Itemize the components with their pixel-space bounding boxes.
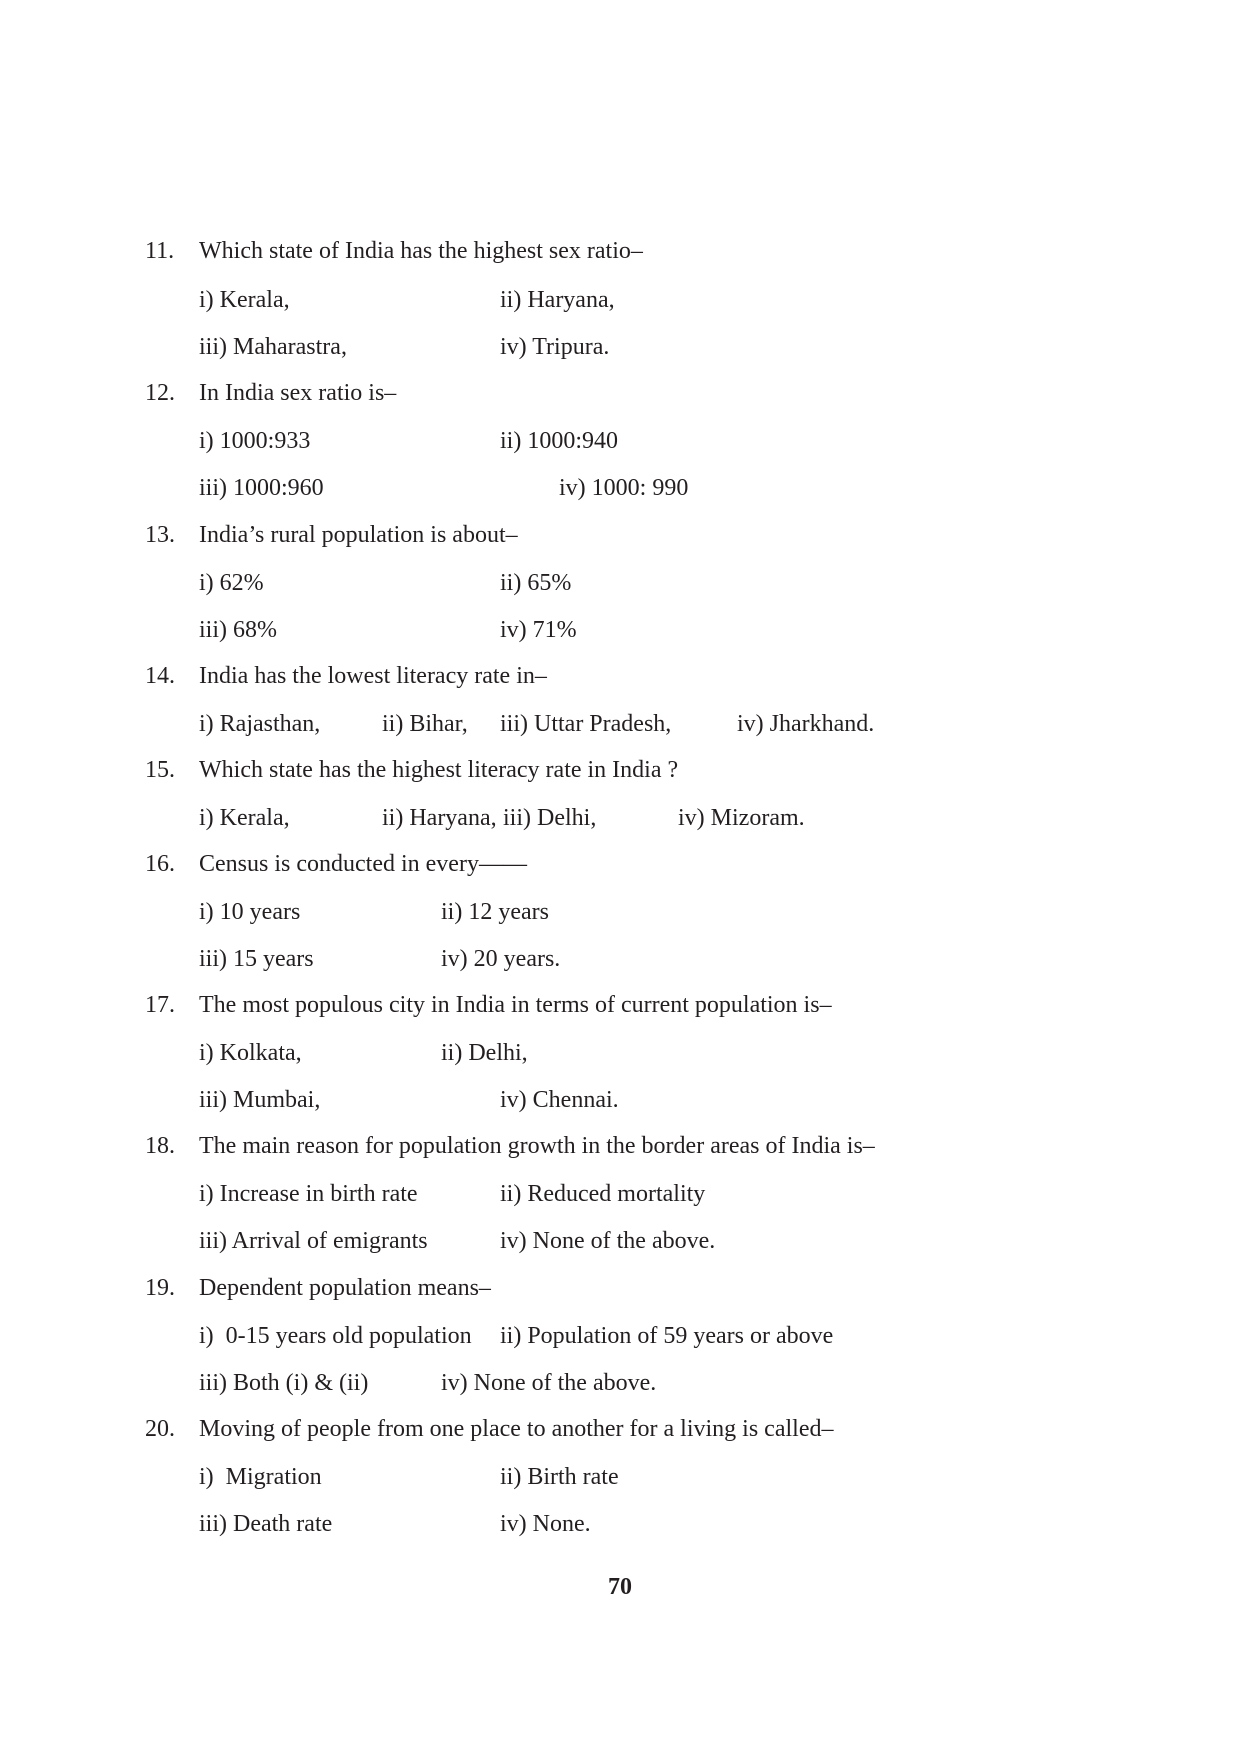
question-number: 11.	[145, 238, 175, 264]
option: i) 62%	[199, 570, 264, 596]
option: iii) Delhi,	[503, 805, 597, 831]
question-text: Dependent population means–	[199, 1275, 491, 1301]
option: i) 1000:933	[199, 428, 311, 454]
option: iii) Uttar Pradesh,	[500, 711, 672, 737]
question-text: The most populous city in India in terms of current population is–	[199, 992, 832, 1018]
option: i) Migration	[199, 1464, 322, 1490]
option: i) Kerala,	[199, 805, 290, 831]
question-text: Which state of India has the highest sex ratio–	[199, 238, 643, 264]
option: iii) Arrival of emigrants	[199, 1228, 428, 1254]
option: iv) Tripura.	[500, 334, 610, 360]
question-text: Moving of people from one place to another for a living is called–	[199, 1416, 834, 1442]
option: iv) 20 years.	[441, 946, 561, 972]
question-number: 17.	[145, 992, 175, 1018]
question-number: 13.	[145, 522, 175, 548]
option: ii) Delhi,	[441, 1040, 528, 1066]
option: i) Rajasthan,	[199, 711, 321, 737]
option: i) Kerala,	[199, 287, 290, 313]
option: iii) 1000:960	[199, 475, 324, 501]
option: ii) Haryana,	[382, 805, 497, 831]
option: iii) Maharastra,	[199, 334, 347, 360]
question-number: 12.	[145, 380, 175, 406]
option: iv) Jharkhand.	[737, 711, 875, 737]
question-text: In India sex ratio is–	[199, 380, 397, 406]
option: ii) Reduced mortality	[500, 1181, 706, 1207]
option: iv) Mizoram.	[678, 805, 805, 831]
option: iii) 15 years	[199, 946, 314, 972]
option: iii) Mumbai,	[199, 1087, 321, 1113]
question-number: 16.	[145, 851, 175, 877]
option: iv) None.	[500, 1511, 591, 1537]
question-number: 14.	[145, 663, 175, 689]
question-text: Which state has the highest literacy rate in India ?	[199, 757, 679, 783]
option: i) 10 years	[199, 899, 301, 925]
option: i) Kolkata,	[199, 1040, 302, 1066]
option: iv) 1000: 990	[559, 475, 689, 501]
question-number: 15.	[145, 757, 175, 783]
option: iii) Both (i) & (ii)	[199, 1370, 369, 1396]
question-text: India’s rural population is about–	[199, 522, 518, 548]
question-number: 18.	[145, 1133, 175, 1159]
page-number: 70	[608, 1574, 632, 1600]
option: iv) 71%	[500, 617, 577, 643]
question-text: Census is conducted in every——	[199, 851, 527, 877]
question-number: 20.	[145, 1416, 175, 1442]
option: ii) 12 years	[441, 899, 549, 925]
option: iii) 68%	[199, 617, 277, 643]
option: iv) Chennai.	[500, 1087, 619, 1113]
option: ii) Bihar,	[382, 711, 468, 737]
option: ii) Haryana,	[500, 287, 615, 313]
option: i) 0-15 years old population	[199, 1323, 472, 1349]
option: ii) 1000:940	[500, 428, 618, 454]
question-text: The main reason for population growth in the border areas of India is–	[199, 1133, 875, 1159]
question-text: India has the lowest literacy rate in–	[199, 663, 547, 689]
option: iv) None of the above.	[441, 1370, 657, 1396]
option: iv) None of the above.	[500, 1228, 716, 1254]
option: ii) Population of 59 years or above	[500, 1323, 834, 1349]
option: i) Increase in birth rate	[199, 1181, 418, 1207]
option: iii) Death rate	[199, 1511, 333, 1537]
option: ii) Birth rate	[500, 1464, 619, 1490]
question-number: 19.	[145, 1275, 175, 1301]
option: ii) 65%	[500, 570, 572, 596]
